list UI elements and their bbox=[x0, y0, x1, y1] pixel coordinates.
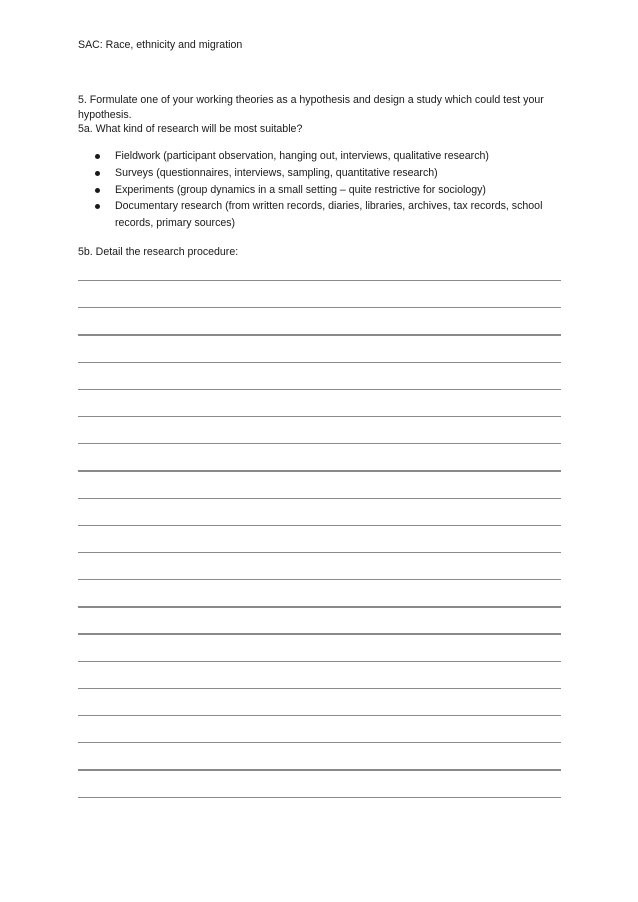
list-item bbox=[95, 165, 565, 182]
option-surveys: Surveys (questionnaires, interviews, sampling, quantitative research) bbox=[115, 166, 438, 179]
answer-line[interactable] bbox=[78, 769, 561, 770]
answer-line[interactable] bbox=[78, 498, 561, 499]
answer-line[interactable] bbox=[78, 525, 561, 526]
answer-line[interactable] bbox=[78, 688, 561, 689]
research-type-list bbox=[95, 148, 565, 232]
answer-line[interactable] bbox=[78, 606, 561, 607]
answer-lines[interactable] bbox=[78, 280, 561, 824]
bullet-icon bbox=[95, 154, 100, 159]
answer-line[interactable] bbox=[78, 579, 561, 580]
answer-line[interactable] bbox=[78, 389, 561, 390]
answer-line[interactable] bbox=[78, 470, 561, 471]
answer-line[interactable] bbox=[78, 443, 561, 444]
list-item bbox=[95, 198, 565, 232]
option-documentary-research: Documentary research (from written records, diaries, libraries, archives, tax records, school records, primary sources) bbox=[115, 200, 543, 230]
answer-line[interactable] bbox=[78, 715, 561, 716]
answer-line[interactable] bbox=[78, 633, 561, 634]
answer-line[interactable] bbox=[78, 334, 561, 335]
answer-line[interactable] bbox=[78, 307, 561, 308]
question-5b-text: 5b. Detail the research procedure: bbox=[78, 246, 239, 258]
bullet-icon bbox=[95, 188, 100, 193]
question-5a-text: 5a. What kind of research will be most suitable? bbox=[78, 123, 303, 135]
option-experiments: Experiments (group dynamics in a small setting – quite restrictive for sociology) bbox=[115, 183, 486, 196]
answer-line[interactable] bbox=[78, 552, 561, 553]
page-header: SAC: Race, ethnicity and migration bbox=[78, 39, 243, 51]
answer-line[interactable] bbox=[78, 661, 561, 662]
answer-line[interactable] bbox=[78, 416, 561, 417]
answer-line[interactable] bbox=[78, 742, 561, 743]
answer-line[interactable] bbox=[78, 362, 561, 363]
answer-line[interactable] bbox=[78, 280, 561, 281]
list-item bbox=[95, 182, 565, 199]
option-fieldwork: Fieldwork (participant observation, hanging out, interviews, qualitative research) bbox=[115, 150, 489, 162]
list-item bbox=[95, 148, 565, 165]
bullet-icon bbox=[95, 204, 100, 209]
bullet-icon bbox=[95, 171, 100, 176]
question-5-text: 5. Formulate one of your working theories as a hypothesis and design a study which could test your hypothesis. bbox=[78, 94, 544, 121]
answer-line[interactable] bbox=[78, 797, 561, 798]
